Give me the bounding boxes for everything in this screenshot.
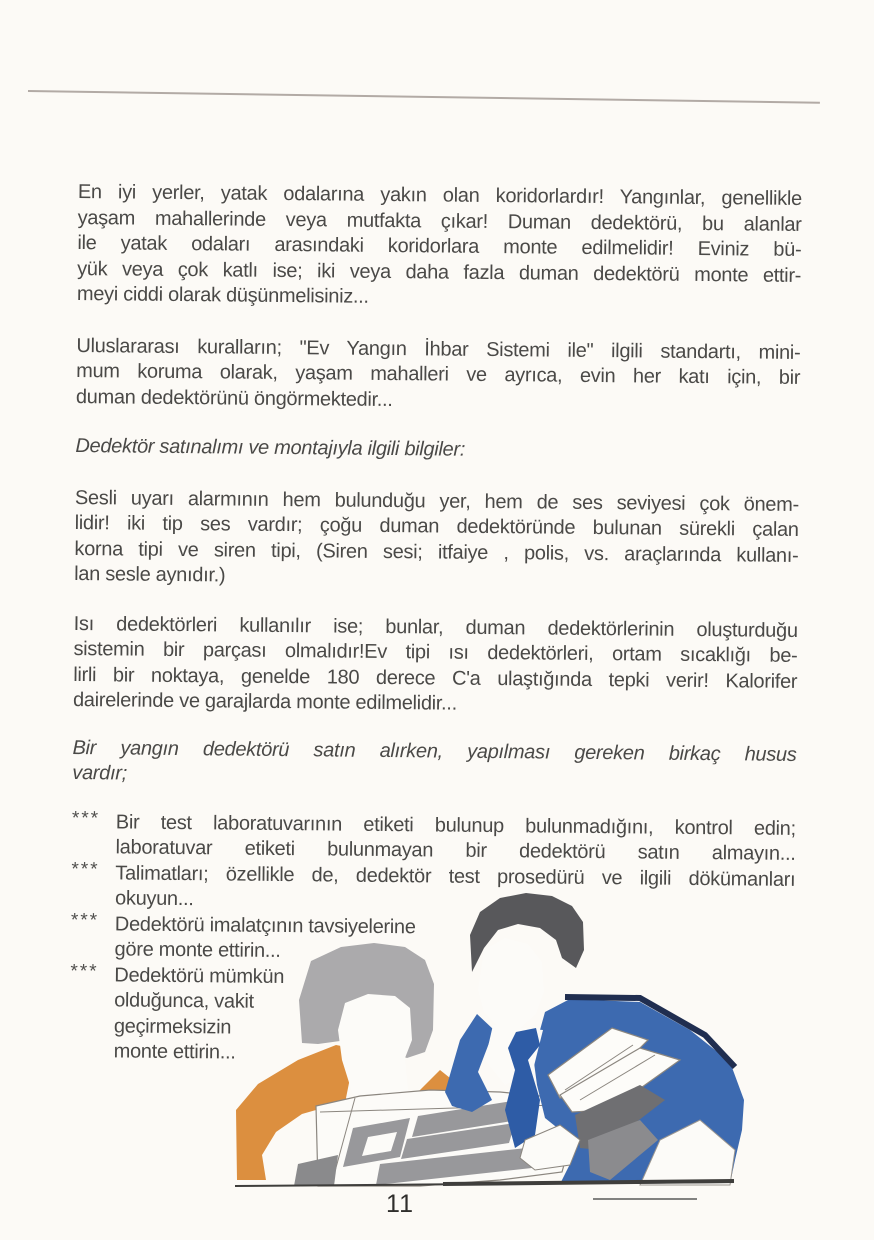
bullet-line: okuyun... [115, 887, 194, 911]
paragraph-line: korna tipi ve siren tipi, (Siren sesi; itfaiye , polis, vs. araçlarında kullanı- [74, 537, 799, 567]
paragraph-line: Uluslararası kuralların; "Ev Yangın İhbar Sistemi ile" ilgili standartı, mini- [76, 334, 801, 364]
bullet-line: göre monte ettirin... [114, 938, 281, 962]
section-heading [75, 434, 799, 466]
bullet-line: geçirmeksizin [113, 1014, 232, 1039]
paragraph-line: lirli bir noktaya, genelde 180 derece C'a ulaştığında tepki verir! Kalorifer [73, 663, 798, 693]
paragraph-line: vardır; [72, 761, 128, 785]
paragraph-4 [73, 611, 798, 720]
paragraph-line: Isı dedektörleri kullanılır ise; bunlar, duman dedektörlerinin oluşturduğu [73, 612, 798, 642]
paragraph-line: En iyi yerler, yatak odalarına yakın olan koridorlardır! Yangınlar, genellikle [77, 180, 802, 210]
bullet-line: Bir test laboratuvarının etiketi bulunup bulunmadığını, kontrol edin; [115, 810, 796, 840]
paragraph-2 [76, 333, 801, 416]
paragraph-line: dairelerinde ve garajlarda monte edilmelidir... [72, 688, 457, 715]
paragraph-line: Sesli uyarı alarmının hem bulunduğu yer, hem de ses seviyesi çok önem- [74, 486, 800, 516]
heading-line: Dedektör satınalımı ve montajıyla ilgili bilgiler: [75, 434, 466, 461]
paragraph-line: lan sesle aynıdır.) [74, 562, 226, 587]
bullet-line: laboratuvar etiketi bulunmayan bir dedektörü satın almayın... [115, 836, 796, 865]
bullet-line: Talimatları; özellikle de, dedektör test prosedürü ve ilgili dökümanları [115, 861, 796, 891]
paragraph-line: sistemin bir parçası olmalıdır!Ev tipi ısı dedektörleri, ortam sıcaklığı be- [73, 637, 798, 667]
couple-reading-illustration [235, 885, 750, 1207]
bullet-line: Dedektörü imalatçının tavsiyelerine [114, 912, 416, 938]
paragraph-line: duman dedektörünü öngörmektedir... [75, 385, 393, 411]
paragraph-line: lidir! iki tip ses vardır; çoğu duman dedektöründe bulunan sürekli çalan [74, 511, 799, 541]
bullet-line: monte ettirin... [113, 1040, 236, 1064]
bullet-marker: *** [70, 909, 100, 931]
bullet-marker: *** [71, 858, 100, 880]
paragraph-5 [72, 735, 796, 793]
newspaper-corner-block [294, 1155, 338, 1186]
suit-left-lapel [445, 1014, 494, 1112]
bullet-line: olduğunca, vakit [114, 989, 254, 1013]
paragraph-line: Bir yangın dedektörü satın alırken, yapılması gereken birkaç husus [72, 736, 797, 766]
paragraph-3 [74, 485, 799, 594]
paragraph-line: ile yatak odaları arasındaki koridorlara monte edilmelidir! Eviniz bü- [77, 231, 802, 261]
paragraph-line: mum koruma olarak, yaşam mahalleri ve ayrıca, evin her katı için, bir [76, 359, 801, 389]
paragraph-line: yaşam mahallerinde veya mutfakta çıkar! Duman dedektörü, bu alanlar [77, 206, 802, 236]
bullet-item [71, 809, 795, 867]
bullet-marker: *** [70, 960, 99, 982]
bullet-marker: *** [71, 807, 101, 829]
paragraph-1 [77, 180, 802, 314]
paragraph-line: meyi ciddi olarak düşünmelisiniz... [76, 282, 369, 308]
page-top-rule [28, 90, 820, 104]
page-number: 11 [386, 1190, 414, 1218]
paragraph-line: yük veya çok katlı ise; iki veya daha fazla duman dedektörü monte ettir- [77, 257, 802, 287]
bullet-line: Dedektörü mümkün [114, 963, 285, 988]
man-face [478, 938, 544, 1028]
